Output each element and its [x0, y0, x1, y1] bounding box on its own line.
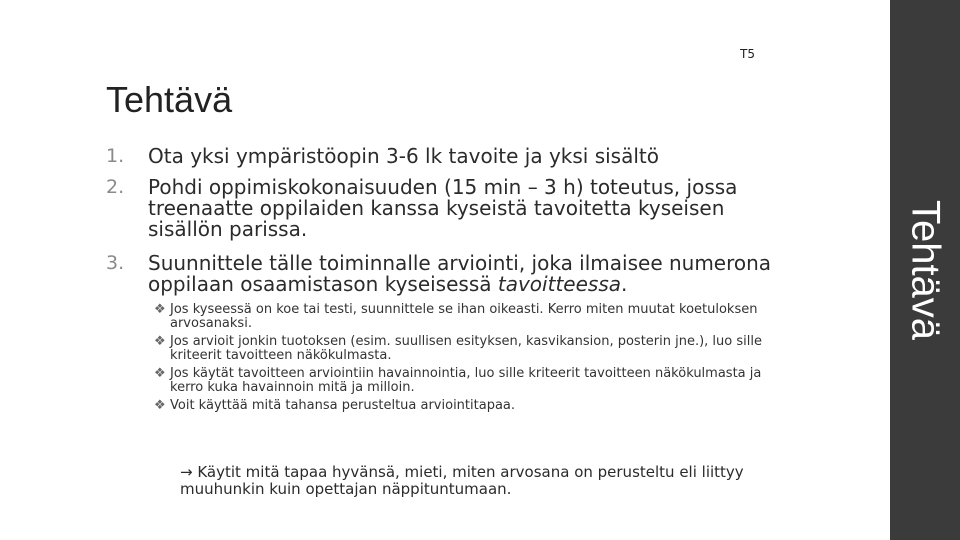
task-list — [106, 146, 796, 417]
task-text-end: . — [621, 272, 628, 296]
side-banner — [890, 0, 960, 540]
sub-item — [154, 303, 794, 331]
sub-item — [154, 367, 794, 395]
task-item-1 — [106, 146, 796, 167]
task-text-emphasis: tavoitteessa — [497, 272, 621, 296]
bullet-icon: ❖ — [154, 334, 166, 349]
bullet-icon: ❖ — [154, 398, 166, 413]
page-title: Tehtävä — [106, 79, 233, 120]
sub-item-text: Jos kyseessä on koe tai testi, suunnittele se ihan oikeasti. Kerro miten muutat koetuloksen arvosanaksi. — [170, 302, 758, 331]
bullet-icon: ❖ — [154, 302, 166, 317]
bullet-icon: ❖ — [154, 366, 166, 381]
task-text: Pohdi oppimiskokonaisuuden (15 min – 3 h) toteutus, jossa treenaatte oppilaiden kanssa kyseistä tavoitetta kyseisen sisällön parissa. — [148, 175, 738, 241]
sub-item-text: Jos käytät tavoitteen arviointiin havainnointia, luo sille kriteerit tavoitteen näkökulmasta ja kerro kuka havainnoin mitä ja milloin. — [170, 366, 762, 395]
sub-item — [154, 399, 794, 413]
sub-item — [154, 335, 794, 363]
side-title: Tehtävä — [903, 199, 948, 341]
sub-item-text: Voit käyttää mitä tahansa perusteltua arviointitapaa. — [170, 398, 516, 413]
task-number: 3. — [106, 252, 125, 274]
task-number: 1. — [106, 145, 125, 167]
sub-list — [148, 303, 794, 413]
task-text: Suunnittele tälle toiminnalle arviointi, joka ilmaisee numerona oppilaan osaamistason kyseisessä — [148, 251, 772, 296]
conclusion-note: → Käytit mitä tapaa hyvänsä, mieti, miten arvosana on perusteltu eli liittyy muuhunkin kuin opettajan näppituntumaan. — [180, 463, 744, 498]
task-text: Ota yksi ympäristöopin 3-6 lk tavoite ja yksi sisältö — [148, 144, 659, 168]
task-item-3 — [106, 253, 796, 413]
slide-tag: T5 — [740, 47, 755, 61]
sub-item-text: Jos arvioit jonkin tuotoksen (esim. suullisen esityksen, kasvikansion, posterin jne.), luo sille kriteerit tavoitteen näkökulmasta. — [170, 334, 762, 363]
task-item-2 — [106, 177, 796, 240]
task-number: 2. — [106, 176, 125, 198]
